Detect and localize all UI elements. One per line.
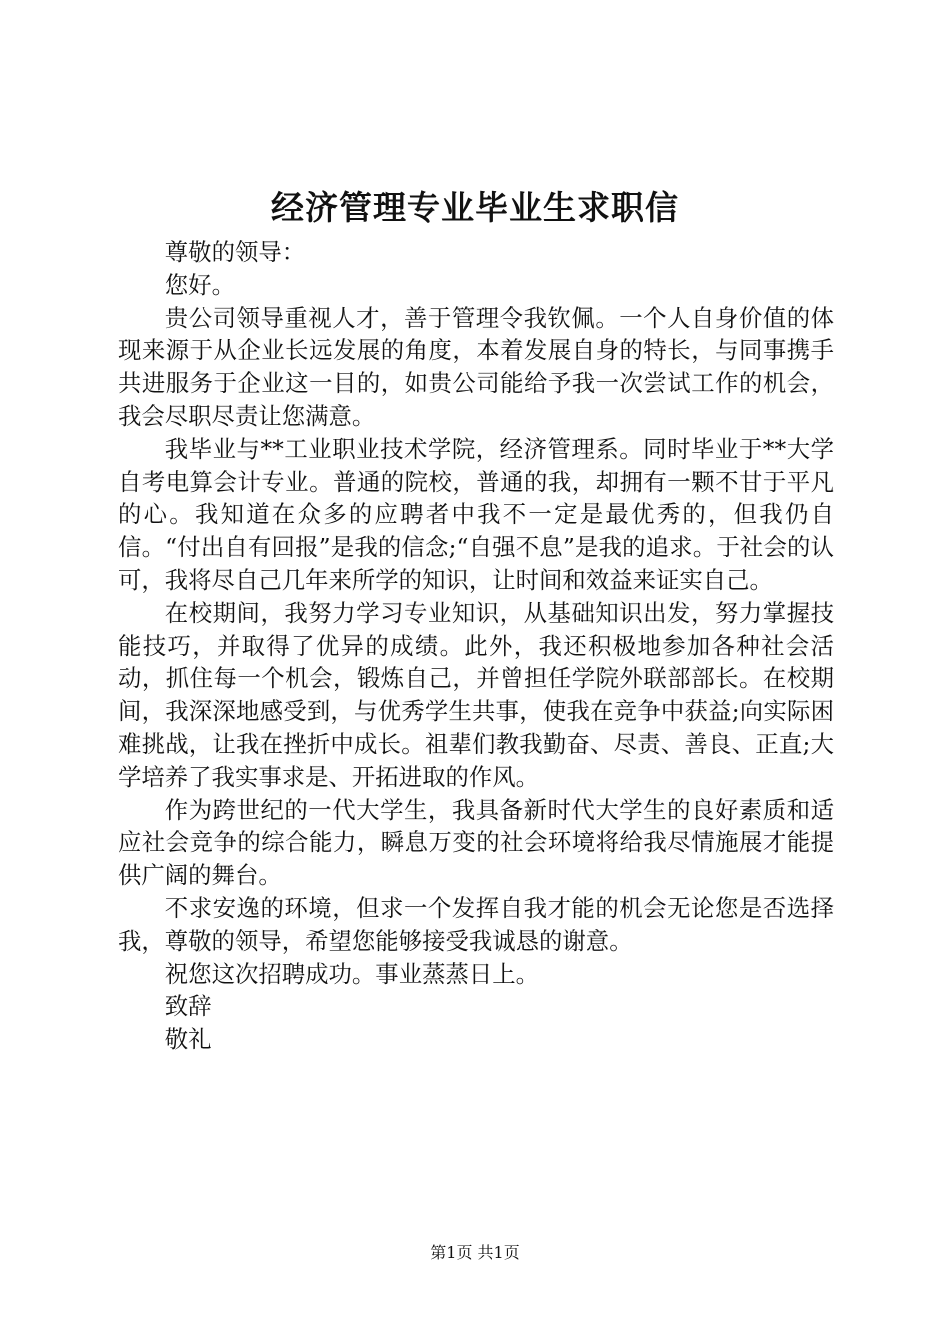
sign-off: 致辞 [164,992,212,1021]
page-number: 第1页 共1页 [430,1243,520,1262]
regards: 敬礼 [164,1025,212,1054]
paragraph-education: 我毕业与**工业职业技术学院，经济管理系。同时毕业于**大学自考电算会计专业。普通的院校，普通的我，却拥有一颗不甘于平凡的心。我知道在众多的应聘者中我不一定是最优秀的，但我仍自信。“付出自有回报”是我的信念;“自强不息”是我的追求。于社会的认可，我将尽自己几年来所学的知识，让时间和效益来证实自己。 [118,434,834,594]
wishes: 祝您这次招聘成功。事业蒸蒸日上。 [164,959,540,988]
salutation: 尊敬的领导： [164,238,306,266]
document-title: 经济管理专业毕业生求职信 [271,188,679,227]
greeting: 您好。 [164,270,235,299]
paragraph-abilities: 作为跨世纪的一代大学生，我具备新时代大学生的良好素质和适应社会竞争的综合能力，瞬息万变的社会环境将给我尽情施展才能提供广阔的舞台。 [118,795,834,890]
paragraph-intro: 贵公司领导重视人才，善于管理令我钦佩。一个人自身价值的体现来源于从企业长远发展的角度，本着发展自身的特长，与同事携手共进服务于企业这一目的，如贵公司能给予我一次尝试工作的机会，我会尽职尽责让您满意。 [118,303,834,430]
document-body [118,236,834,1056]
paragraph-campus: 在校期间，我努力学习专业知识，从基础知识出发，努力掌握技能技巧，并取得了优异的成绩。此外，我还积极地参加各种社会活动，抓住每一个机会，锻炼自己，并曾担任学院外联部部长。在校期间，我深深地感受到，与优秀学生共事，使我在竞争中获益;向实际困难挑战，让我在挫折中成长。祖辈们教我勤奋、尽责、善良、正直;大学培养了我实事求是、开拓进取的作风。 [118,598,834,791]
paragraph-closing: 不求安逸的环境，但求一个发挥自我才能的机会无论您是否选择我，尊敬的领导，希望您能够接受我诚恳的谢意。 [118,893,834,955]
